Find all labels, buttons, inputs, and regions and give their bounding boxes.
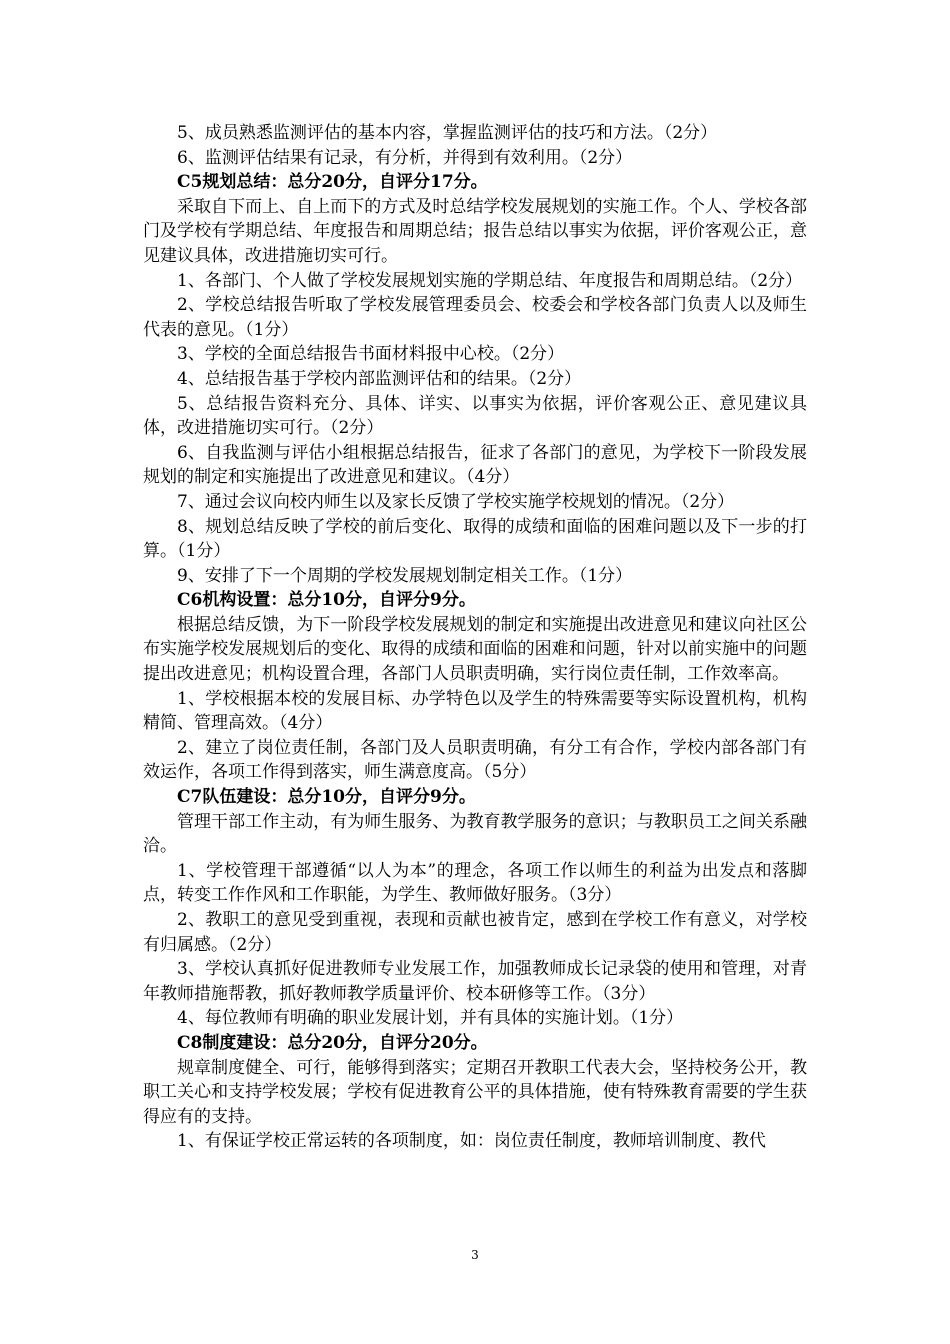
paragraph: 3、学校认真抓好促进教师专业发展工作，加强教师成长记录袋的使用和管理，对青年教师措施帮教，抓好教师教学质量评价、校本研修等工作。（3分） xyxy=(143,959,807,1004)
paragraph: 采取自下而上、自上而下的方式及时总结学校发展规划的实施工作。个人、学校各部门及学校有学期总结、年度报告和周期总结；报告总结以事实为依据，评价客观公正，意见建议具体，改进措施切实可行。 xyxy=(143,196,807,266)
paragraph: 8、规划总结反映了学校的前后变化、取得的成绩和面临的困难问题以及下一步的打算。（1分） xyxy=(143,516,807,562)
paragraph: 根据总结反馈，为下一阶段学校发展规划的制定和实施提出改进意见和建议向社区公布实施学校发展规划后的变化、取得的成绩和面临的困难和问题，针对以前实施中的问题提出改进意见；机构设置合理，各部门人员职责明确，实行岗位责任制，工作效率高。 xyxy=(143,614,807,685)
paragraph: 1、学校管理干部遵循“以人为本”的理念，各项工作以师生的利益为出发点和落脚点，转变工作作风和工作职能，为学生、教师做好服务。（3分） xyxy=(143,860,807,906)
paragraph: 规章制度健全、可行，能够得到落实；定期召开教职工代表大会，坚持校务公开，教职工关心和支持学校发展；学校有促进教育公平的具体措施，使有特殊教育需要的学生获得应有的支持。 xyxy=(143,1057,807,1127)
paragraph: 6、监测评估结果有记录，有分析，并得到有效利用。（2分） xyxy=(177,147,633,168)
paragraph: 6、自我监测与评估小组根据总结报告，征求了各部门的意见，为学校下一阶段发展规划的制定和实施提出了改进意见和建议。（4分） xyxy=(143,442,807,488)
section-heading: C5规划总结：总分20分，自评分17分。 xyxy=(177,172,488,193)
page-content xyxy=(143,121,807,1154)
paragraph: 2、学校总结报告听取了学校发展管理委员会、校委会和学校各部门负责人以及师生代表的意见。（1分） xyxy=(143,295,807,340)
paragraph: 1、学校根据本校的发展目标、办学特色以及学生的特殊需要等实际设置机构，机构精简、管理高效。（4分） xyxy=(143,688,807,734)
paragraph: 5、总结报告资料充分、具体、详实、以事实为依据，评价客观公正、意见建议具体，改进措施切实可行。（2分） xyxy=(143,393,807,439)
paragraph: 4、每位教师有明确的职业发展计划，并有具体的实施计划。（1分） xyxy=(177,1008,684,1029)
paragraph: 5、成员熟悉监测评估的基本内容，掌握监测评估的技巧和方法。（2分） xyxy=(177,123,718,143)
paragraph: 2、建立了岗位责任制，各部门及人员职责明确，有分工有合作，学校内部各部门有效运作，各项工作得到落实，师生满意度高。（5分） xyxy=(143,737,807,783)
paragraph: 9、安排了下一个周期的学校发展规划制定相关工作。（1分） xyxy=(177,565,633,586)
section-heading: C6机构设置：总分10分，自评分9分。 xyxy=(177,590,476,611)
paragraph: 2、教职工的意见受到重视，表现和贡献也被肯定，感到在学校工作有意义，对学校有归属感。（2分） xyxy=(143,910,807,955)
paragraph: 1、有保证学校正常运转的各项制度，如：岗位责任制度，教师培训制度、教代 xyxy=(177,1131,766,1152)
paragraph: 4、总结报告基于学校内部监测评估和的结果。（2分） xyxy=(177,368,582,389)
paragraph: 1、各部门、个人做了学校发展规划实施的学期总结、年度报告和周期总结。（2分） xyxy=(177,270,803,291)
page-number: 3 xyxy=(471,1248,479,1262)
paragraph: 7、通过会议向校内师生以及家长反馈了学校实施学校规划的情况。（2分） xyxy=(177,491,735,512)
paragraph: 管理干部工作主动，有为师生服务、为教育教学服务的意识；与教职员工之间关系融洽。 xyxy=(143,811,807,857)
section-heading: C7队伍建设：总分10分，自评分9分。 xyxy=(177,787,476,808)
section-heading: C8制度建设：总分20分，自评分20分。 xyxy=(177,1032,488,1053)
paragraph: 3、学校的全面总结报告书面材料报中心校。（2分） xyxy=(177,344,565,365)
